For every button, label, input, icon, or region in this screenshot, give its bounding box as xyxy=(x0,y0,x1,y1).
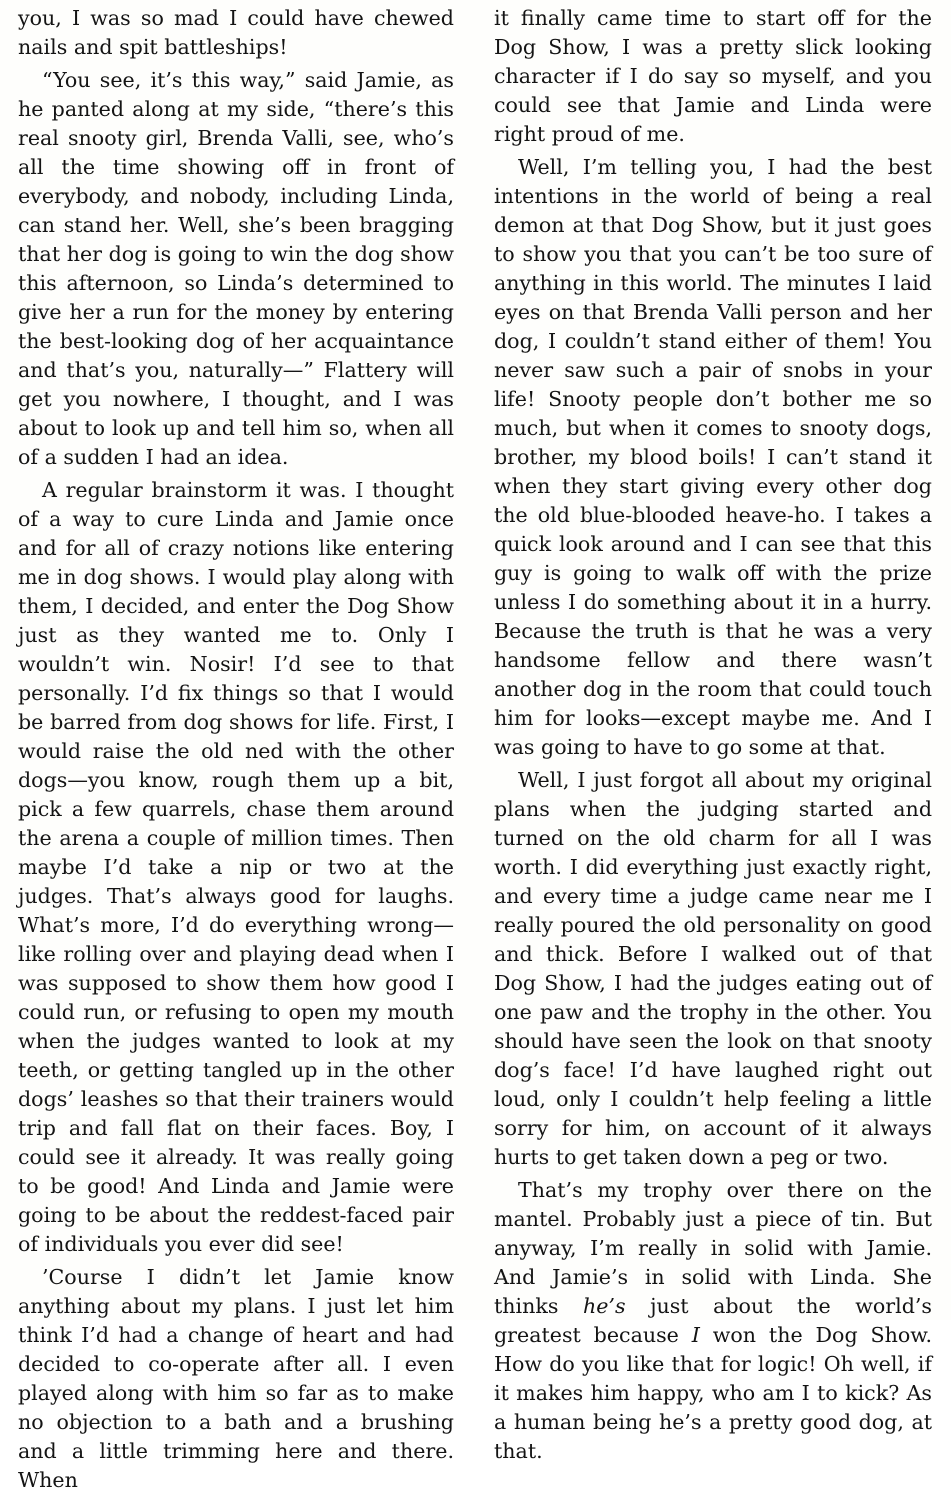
paragraph-dog-show-start: it finally came time to start off for the Dog Show, I was a pretty slick looking character if I do say so myself, and you could see that Jamie and Linda were right proud of me. xyxy=(494,6,932,146)
trophy-text-3: won the Dog Show. How do you like that for logic! Oh well, if it makes him happy, who am I to kick? As a human being he’s a pretty good dog, at that. xyxy=(494,1323,932,1463)
paragraph-forgot-plans: Well, I just forgot all about my original plans when the judging started and turned on the old charm for all I was worth. I did everything just exactly right, and every time a judge came near me I really poured the old personality on good and thick. Before I walked out of that Dog Show, I had the judges eating out of one paw and the trophy in the other. You should have seen the look on that snooty dog’s face! I’d have laughed right out loud, only I couldn’t help feeling a little sorry for him, on account of it always hurts to get taken down a peg or two. xyxy=(494,768,932,1169)
trophy-text-2: just about the world’s greatest because xyxy=(494,1294,933,1347)
paragraph-best-intentions: Well, I’m telling you, I had the best intentions in the world of being a real demon at that Dog Show, but it just goes to show you that you can’t be too sure of anything in this world. The minutes I laid eyes on that Brenda Valli person and her dog, I couldn’t stand either of them! You never saw such a pair of snobs in your life! Snooty people don’t bother me so much, but when it comes to snooty dogs, brother, my blood boils! I can’t stand it when they start giving every other dog the old blue-blooded heave-ho. I takes a quick look around and I can see that this guy is going to walk off with the prize unless I do something about it in a hurry. Because the truth is that he was a very handsome fellow and there wasn’t another dog in the room that could touch him for looks—except maybe me. And I was going to have to go some at that. xyxy=(494,155,932,759)
right-column xyxy=(494,4,932,1466)
trophy-text-1: That’s my trophy over there on the mantel. Probably just a piece of tin. But anyway, I’m really in solid with Jamie. And Jamie’s in solid with Linda. She thinks xyxy=(494,1178,932,1318)
emphasis-hes: he’s xyxy=(582,1294,626,1318)
paragraph-trophy xyxy=(494,1176,932,1466)
left-column xyxy=(18,4,454,1495)
emphasis-i: I xyxy=(691,1323,700,1347)
paragraph-continued: you, I was so mad I could have chewed nails and spit battleships! xyxy=(18,6,454,59)
paragraph-brainstorm: A regular brainstorm it was. I thought of a way to cure Linda and Jamie once and for all of crazy notions like entering me in dog shows. I would play along with them, I decided, and enter the Dog Show just as they wanted me to. Only I wouldn’t win. Nosir! I’d see to that personally. I’d fix things so that I would be barred from dog shows for life. First, I would raise the old ned with the other dogs—you know, rough them up a bit, pick a few quarrels, chase them around the arena a couple of million times. Then maybe I’d take a nip or two at the judges. That’s always good for laughs. What’s more, I’d do everything wrong—like rolling over and playing dead when I was supposed to show them how good I could run, or refusing to open my mouth when the judges wanted to look at my teeth, or getting tangled up in the other dogs’ leashes so that their trainers would trip and fall flat on their faces. Boy, I could see it already. It was really going to be good! And Linda and Jamie were going to be about the reddest-faced pair of individuals you ever did see! xyxy=(18,478,454,1256)
paragraph-jamie-explains: “You see, it’s this way,” said Jamie, as he panted along at my side, “there’s this real snooty girl, Brenda Valli, see, who’s all the time showing off in front of everybody, and nobody, including Linda, can stand her. Well, she’s been bragging that her dog is going to win the dog show this afternoon, so Linda’s determined to give her a run for the money by entering the best-looking dog of her acquaintance and that’s you, naturally—” Flattery will get you nowhere, I thought, and I was about to look up and tell him so, when all of a sudden I had an idea. xyxy=(18,68,454,469)
paragraph-course: ’Course I didn’t let Jamie know anything about my plans. I just let him think I’d had a change of heart and had decided to co-operate after all. I even played along with him so far as to make no objection to a bath and a brushing and a little trimming here and there. When xyxy=(18,1265,454,1492)
